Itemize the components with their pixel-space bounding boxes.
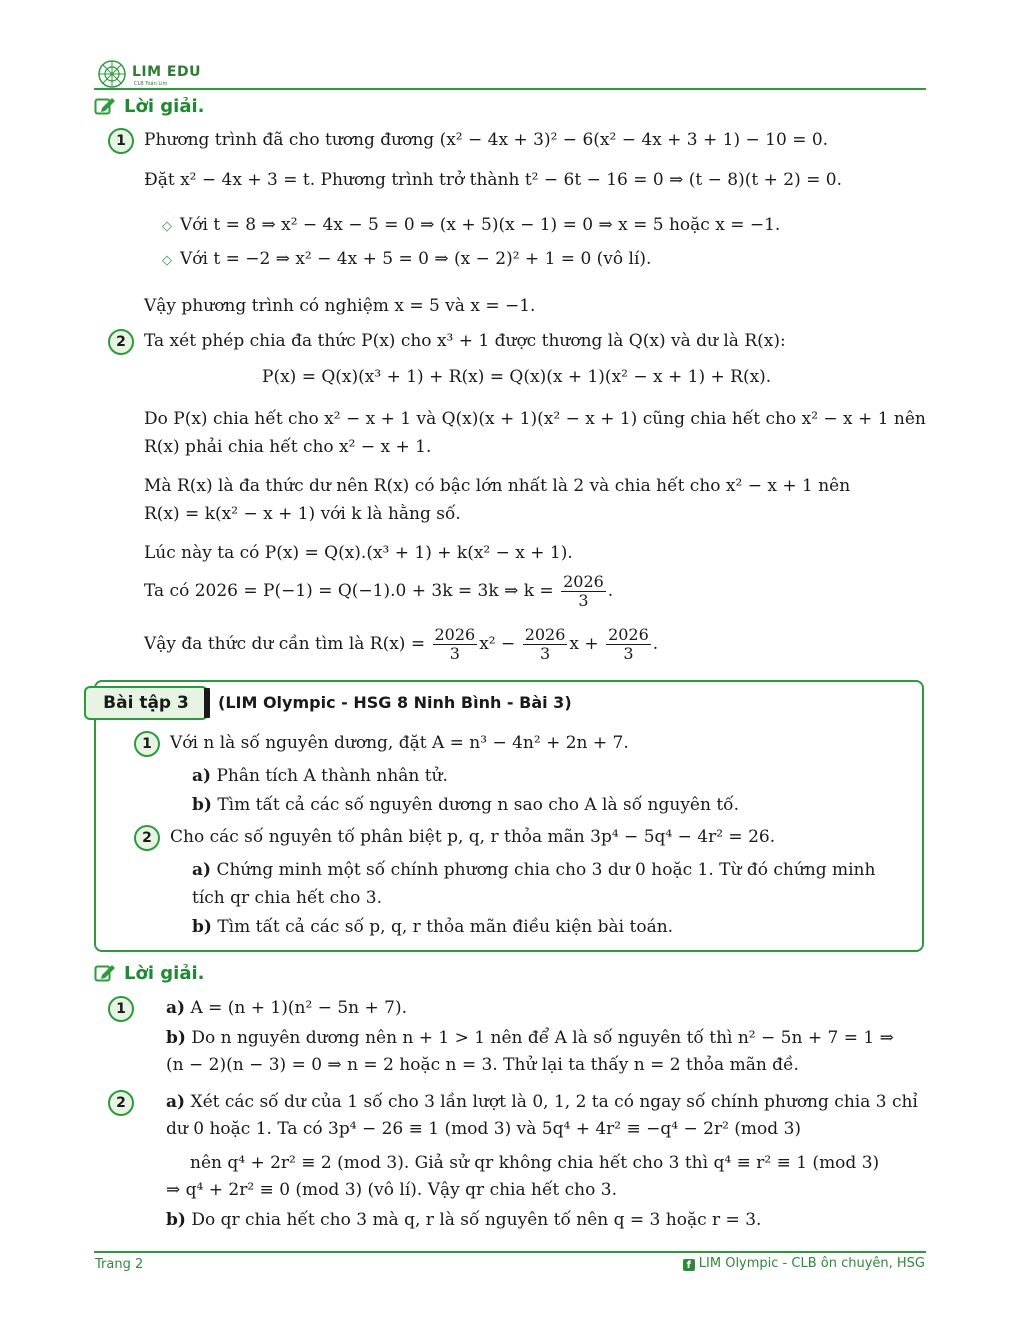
fraction <box>523 626 568 663</box>
exercise-source: (LIM Olympic - HSG 8 Ninh Bình - Bài 3) <box>218 693 572 712</box>
solution-text-fraction-line <box>144 573 613 610</box>
part-number-badge: 1 <box>108 996 134 1022</box>
question-text: Với n là số nguyên dương, đặt A = n³ − 4n² + 2n + 7. <box>170 733 629 753</box>
subquestion-text: Tìm tất cả các số nguyên dương n sao cho A là số nguyên tố. <box>217 795 739 815</box>
solution-text: Ta xét phép chia đa thức P(x) cho x³ + 1 được thương là Q(x) và dư là R(x): <box>144 331 786 351</box>
question-text: Cho các số nguyên tố phân biệt p, q, r thỏa mãn 3p⁴ − 5q⁴ − 4r² = 26. <box>170 827 776 847</box>
conclusion-text: Vậy phương trình có nghiệm x = 5 và x = −1. <box>144 296 536 316</box>
footer-rule <box>94 1251 926 1253</box>
subanswer-label: b) <box>166 1210 186 1230</box>
subanswer-text: Do n nguyên dương nên n + 1 > 1 nên để A là số nguyên tố thì n² − 5n + 7 = 1 ⇒ <box>191 1028 894 1048</box>
question-number-badge: 2 <box>134 825 160 851</box>
header-rule <box>94 88 926 90</box>
subanswer-label: a) <box>166 998 186 1018</box>
subanswer-text: A = (n + 1)(n² − 5n + 7). <box>190 998 407 1018</box>
logo <box>96 58 128 90</box>
solution-text: R(x) phải chia hết cho x² − x + 1. <box>144 437 432 457</box>
solution-text: Do P(x) chia hết cho x² − x + 1 và Q(x)(x + 1)(x² − x + 1) cũng chia hết cho x² − x + 1 nên <box>144 409 926 429</box>
subquestion-text: Phân tích A thành nhân tử. <box>216 766 448 786</box>
subquestion-text: Tìm tất cả các số p, q, r thỏa mãn điều kiện bài toán. <box>217 917 674 937</box>
subquestion <box>192 793 739 817</box>
subanswer <box>166 1090 918 1114</box>
facebook-icon: f <box>683 1259 695 1271</box>
display-equation: P(x) = Q(x)(x³ + 1) + R(x) = Q(x)(x + 1)(x² − x + 1) + R(x). <box>262 367 772 387</box>
exercise-tag-bar <box>204 688 210 718</box>
fraction-lead-text: Ta có 2026 = P(−1) = Q(−1).0 + 3k = 3k ⇒ k = <box>144 581 554 601</box>
subanswer-continuation: nên q⁴ + 2r² ≡ 2 (mod 3). Giả sử qr không chia hết cho 3 thì q⁴ ≡ r² ≡ 1 (mod 3) <box>190 1153 880 1173</box>
subquestion-label: a) <box>192 766 212 786</box>
question-number-badge: 1 <box>134 731 160 757</box>
subanswer-label: a) <box>166 1092 186 1112</box>
bullet-text: Với t = −2 ⇒ x² − 4x + 5 = 0 ⇒ (x − 2)² + 1 = 0 (vô lí). <box>180 249 652 269</box>
subquestion-label: b) <box>192 917 212 937</box>
bullet-case <box>162 213 780 239</box>
subanswer-continuation: ⇒ q⁴ + 2r² ≡ 0 (mod 3) (vô lí). Vậy qr chia hết cho 3. <box>166 1180 617 1200</box>
footer-club-text: LIM Olympic - CLB ôn chuyên, HSG <box>698 1256 925 1271</box>
brand-name: LIM EDU <box>132 64 201 80</box>
subanswer-text: Do qr chia hết cho 3 mà q, r là số nguyên tố nên q = 3 hoặc r = 3. <box>191 1210 762 1230</box>
subquestion-label: a) <box>192 860 212 880</box>
punctuation: . <box>652 634 659 654</box>
subquestion <box>192 764 448 788</box>
solution-heading: Lời giải. <box>124 963 205 984</box>
subanswer-text: Xét các số dư của 1 số cho 3 lần lượt là 0, 1, 2 ta có ngay số chính phương chia 3 chỉ <box>190 1092 918 1112</box>
part-number-badge: 2 <box>108 329 134 355</box>
punctuation: . <box>607 581 614 601</box>
part-number-badge: 2 <box>108 1090 134 1116</box>
subanswer <box>166 1026 894 1050</box>
solution-text: Mà R(x) là đa thức dư nên R(x) có bậc lớn nhất là 2 và chia hết cho x² − x + 1 nên <box>144 476 851 496</box>
logo-icon <box>96 58 128 90</box>
subanswer <box>166 1208 761 1232</box>
subanswer-label: b) <box>166 1028 186 1048</box>
subquestion-text: Chứng minh một số chính phương chia cho 3 dư 0 hoặc 1. Từ đó chứng minh <box>216 860 876 880</box>
bullet-text: Với t = 8 ⇒ x² − 4x − 5 = 0 ⇒ (x + 5)(x − 1) = 0 ⇒ x = 5 hoặc x = −1. <box>180 215 781 235</box>
fraction-numerator: 2026 <box>524 625 566 644</box>
solution-text: Lúc này ta có P(x) = Q(x).(x³ + 1) + k(x² − x + 1). <box>144 543 573 563</box>
subquestion <box>192 915 673 939</box>
solution-text: R(x) = k(x² − x + 1) với k là hằng số. <box>144 504 461 524</box>
subanswer-continuation: dư 0 hoặc 1. Ta có 3p⁴ − 26 ≡ 1 (mod 3) và 5q⁴ + 4r² ≡ −q⁴ − 2r² (mod 3) <box>166 1119 802 1139</box>
brand-subtitle: CLB Toán Lim <box>134 81 168 87</box>
fraction <box>606 626 651 663</box>
subquestion-label: b) <box>192 795 212 815</box>
fraction-denominator: 3 <box>623 644 634 663</box>
solution-text-fraction-line <box>144 626 658 663</box>
diamond-bullet-icon: ◇ <box>162 219 172 234</box>
solution-text: Đặt x² − 4x + 3 = t. Phương trình trở thành t² − 6t − 16 = 0 ⇒ (t − 8)(t + 2) = 0. <box>144 170 842 190</box>
page-number: Trang 2 <box>95 1257 144 1272</box>
subquestion <box>192 858 875 882</box>
subanswer <box>166 996 407 1020</box>
fraction <box>433 626 478 663</box>
fraction-denominator: 3 <box>578 591 589 610</box>
fraction-denominator: 3 <box>449 644 460 663</box>
subquestion-continuation: tích qr chia hết cho 3. <box>192 888 382 908</box>
fraction <box>561 573 606 610</box>
edit-icon <box>94 96 116 120</box>
solution-text: Phương trình đã cho tương đương (x² − 4x + 3)² − 6(x² − 4x + 3 + 1) − 10 = 0. <box>144 130 829 150</box>
fraction-numerator: 2026 <box>563 572 604 591</box>
subanswer-continuation: (n − 2)(n − 3) = 0 ⇒ n = 2 hoặc n = 3. Thử lại ta thấy n = 2 thỏa mãn đề. <box>166 1055 799 1075</box>
part-number-badge: 1 <box>108 128 134 154</box>
fraction-numerator: 2026 <box>608 625 649 644</box>
exercise-tag: Bài tập 3 <box>84 686 208 720</box>
fraction-denominator: 3 <box>539 644 551 663</box>
edit-icon <box>94 963 116 987</box>
fraction-lead-text: Vậy đa thức dư cần tìm là R(x) = <box>144 634 426 654</box>
diamond-bullet-icon: ◇ <box>162 253 172 268</box>
footer-club-link[interactable] <box>683 1256 925 1271</box>
solution-heading: Lời giải. <box>124 96 205 117</box>
bullet-case <box>162 247 651 273</box>
fraction-numerator: 2026 <box>434 625 476 644</box>
term-text: x² − <box>479 634 516 654</box>
term-text: x + <box>569 634 599 654</box>
